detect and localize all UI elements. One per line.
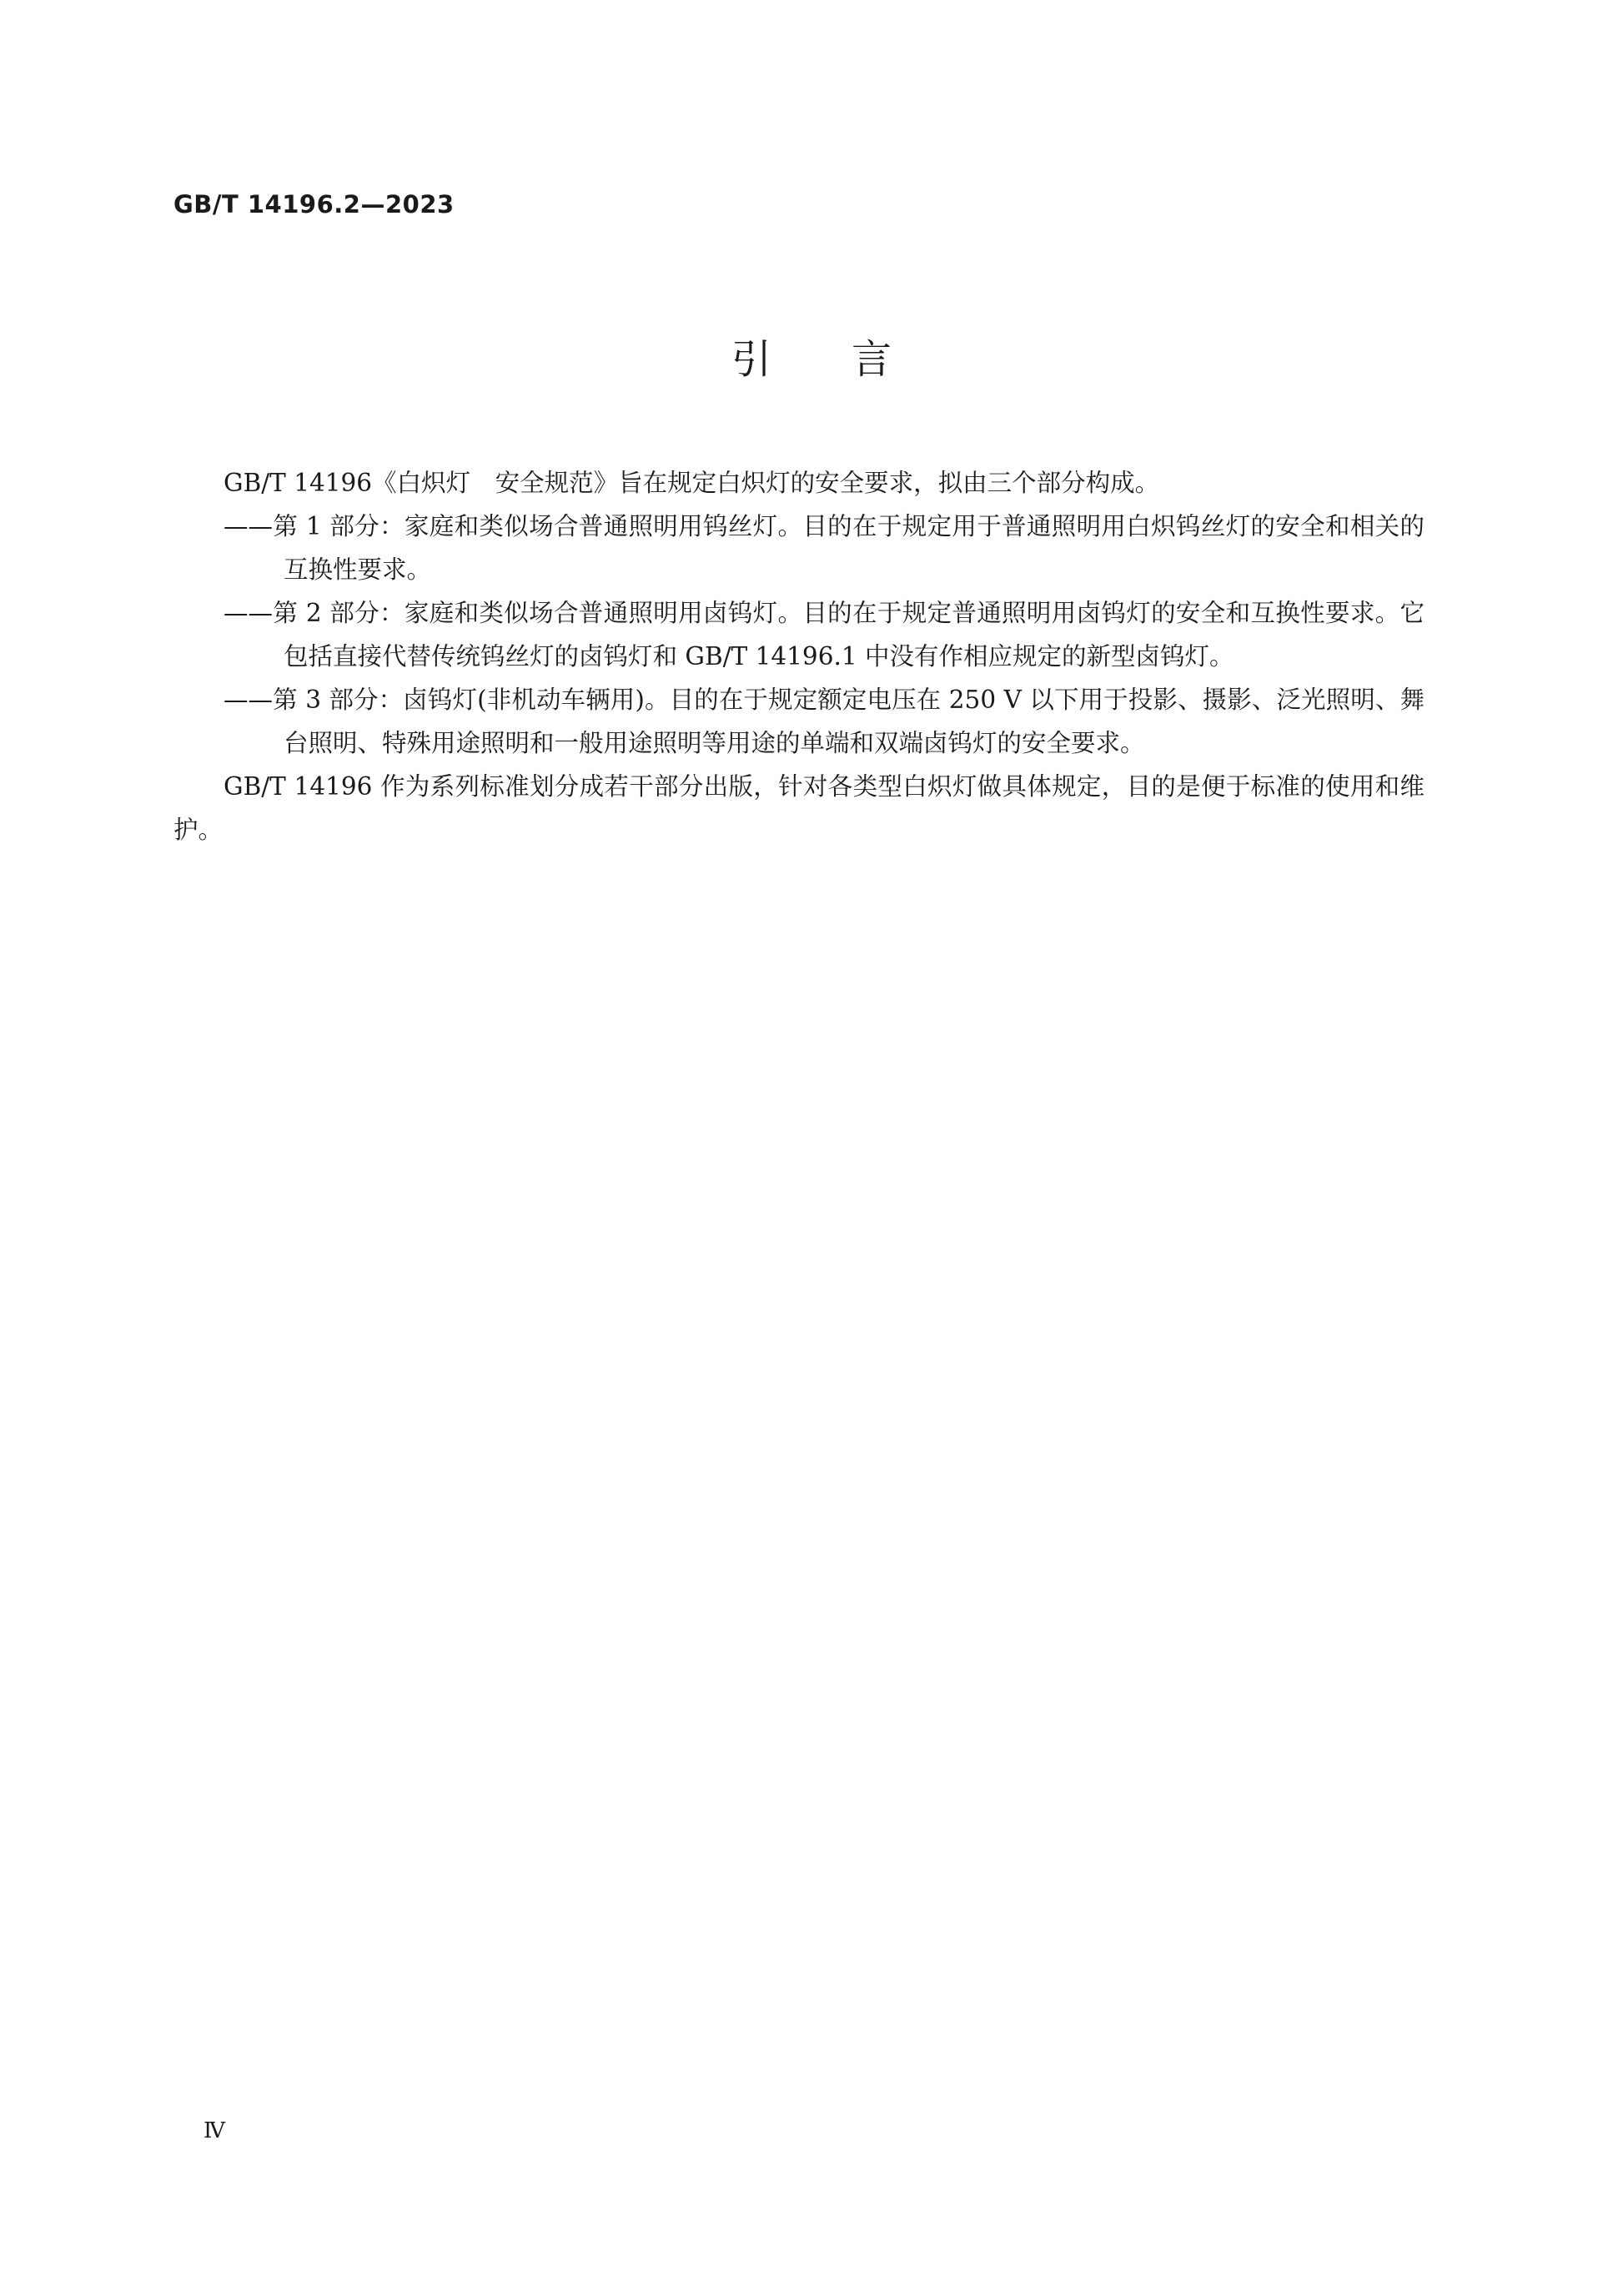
part-1-item: ——第 1 部分：家庭和类似场合普通照明用钨丝灯。目的在于规定用于普通照明用白炽钨丝灯的安全和相关的互换性要求。 bbox=[224, 512, 1425, 584]
standard-number: GB/T 14196.2—2023 bbox=[173, 190, 455, 219]
page-number: Ⅳ bbox=[204, 2118, 225, 2143]
introduction-body bbox=[173, 461, 1425, 852]
part-3-item: ——第 3 部分：卤钨灯(非机动车辆用)。目的在于规定额定电压在 250 V 以下用于投影、摄影、泛光照明、舞台照明、特殊用途照明和一般用途照明等用途的单端和双端卤钨灯的安全要求。 bbox=[224, 686, 1425, 757]
closing-paragraph: GB/T 14196 作为系列标准划分成若干部分出版，针对各类型白炽灯做具体规定，目的是便于标准的使用和维护。 bbox=[173, 772, 1425, 844]
intro-paragraph: GB/T 14196《白炽灯 安全规范》旨在规定白炽灯的安全要求，拟由三个部分构成。 bbox=[224, 469, 1160, 497]
part-2-item: ——第 2 部分：家庭和类似场合普通照明用卤钨灯。目的在于规定普通照明用卤钨灯的安全和互换性要求。它包括直接代替传统钨丝灯的卤钨灯和 GB/T 14196.1 中没有作相应规定的新型卤钨灯。 bbox=[224, 599, 1425, 671]
page-title: 引言 bbox=[731, 336, 972, 383]
